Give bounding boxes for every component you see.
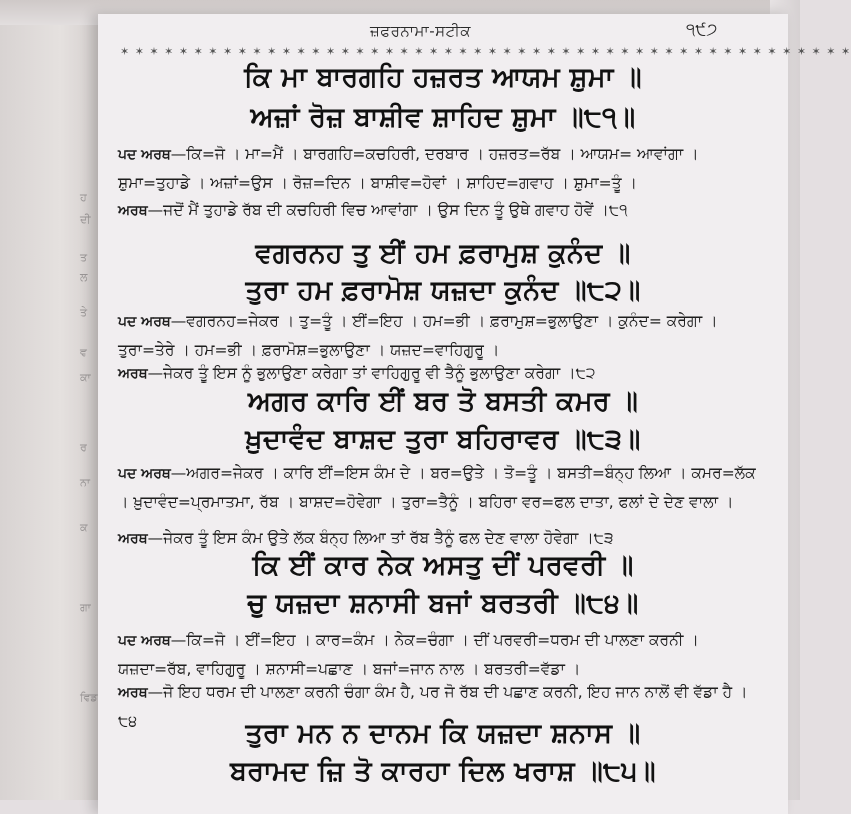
verse-line: ਕਿ ਈਂ ਕਾਰ ਨੇਕ ਅਸਤੁ ਦੀਂ ਪਰਵਰੀ ॥: [252, 550, 634, 581]
word-meaning: ਪਦ ਅਰਥ—ਅਗਰ=ਜੇਕਰ । ਕਾਰਿ ਈਂ=ਇਸ ਕੰਮ ਦੇ । ਬਰ=ਉਤੇ । ਤੋ=ਤੂੰ । ਬਸਤੀ=ਬੰਨ੍ਹ ਲਿਆ । ਕਮਰ=ਲੱਕ । ਖ਼ੁਦਾਵੰਦ=ਪ੍ਰਮਾਤਮਾ, ਰੱਬ । ਬਾਸ਼ਦ=ਹੋਵੇਗਾ । ਤੁਰਾ=ਤੈਨੂੰ । ਬਹਿਰਾ ਵਰ=ਫਲ ਦਾਤਾ, ਫਲਾਂ ਦੇ ਦੇਣ ਵਾਲਾ ।: [118, 464, 756, 511]
prev-page-fragment: ਤੇ: [80, 306, 88, 319]
arth-label: ਅਰਥ: [118, 531, 148, 547]
prev-page-fragment: ਗਾ: [80, 601, 91, 614]
prev-page-fragment: ਕ: [80, 521, 88, 534]
arth-label: ਅਰਥ: [118, 366, 148, 382]
meaning: ਅਰਥ—ਜੇਕਰ ਤੂੰ ਇਸ ਕੰਮ ਉਤੇ ਲੱਕ ਬੰਨ੍ਹ ਲਿਆ ਤਾਂ ਰੱਬ ਤੈਨੂੰ ਫਲ ਦੇਣ ਵਾਲਾ ਹੋਵੇਗਾ ।੮੩: [118, 529, 614, 547]
prev-page-fragment: ਨਾ: [80, 476, 91, 489]
prev-page-fragment: ਵ: [80, 346, 87, 359]
word-meaning: ਪਦ ਅਰਥ—ਕਿ=ਜੋ । ਈਂ=ਇਹ । ਕਾਰ=ਕੰਮ । ਨੇਕ=ਚੰਗਾ । ਦੀਂ ਪਰਵਰੀ=ਧਰਮ ਦੀ ਪਾਲਣਾ ਕਰਨੀ । ਯਜ਼ਦਾ=ਰੱਬ, ਵਾਹਿਗੁਰੂ । ਸ਼ਨਾਸੀ=ਪਛਾਣ । ਬਜਾਂ=ਜਾਨ ਨਾਲ । ਬਰਤਰੀ=ਵੱਡਾ ।: [118, 631, 699, 678]
left-page-background: [0, 0, 110, 800]
verse-line: ਤੁਰਾ ਮਨ ਨ ਦਾਨਮ ਕਿ ਯਜ਼ਦਾ ਸ਼ਨਾਸ ॥: [245, 718, 641, 749]
word-meaning-text: ਕਿ=ਜੋ । ਈਂ=ਇਹ । ਕਾਰ=ਕੰਮ । ਨੇਕ=ਚੰਗਾ । ਦੀਂ ਪਰਵਰੀ=ਧਰਮ ਦੀ ਪਾਲਣਾ ਕਰਨੀ । ਯਜ਼ਦਾ=ਰੱਬ, ਵਾਹਿਗੁਰੂ । ਸ਼ਨਾਸੀ=ਪਛਾਣ । ਬਜਾਂ=ਜਾਨ ਨਾਲ । ਬਰਤਰੀ=ਵੱਡਾ ।: [118, 631, 699, 678]
word-meaning: ਪਦ ਅਰਥ—ਕਿ=ਜੋ । ਮਾ=ਮੈਂ । ਬਾਰਗਹਿ=ਕਚਹਿਰੀ, ਦਰਬਾਰ । ਹਜ਼ਰਤ=ਰੱਬ । ਆਯਮ= ਆਵਾਂਗਾ । ਸ਼ੁਮਾ=ਤੁਹਾਡੇ । ਅਜ਼ਾਂ=ਉਸ । ਰੋਜ਼=ਦਿਨ । ਬਾਸ਼ੀਵ=ਹੋਵਾਂ । ਸ਼ਾਹਿਦ=ਗਵਾਹ । ਸ਼ੁਮਾ=ਤੂੰ ।: [118, 145, 699, 192]
meaning: ਅਰਥ—ਜਦੋਂ ਮੈਂ ਤੁਹਾਡੇ ਰੱਬ ਦੀ ਕਚਹਿਰੀ ਵਿਚ ਆਵਾਂਗਾ । ਉਸ ਦਿਨ ਤੂੰ ਉਥੇ ਗਵਾਹ ਹੋਵੇਂ ।੮੧: [118, 201, 628, 219]
meaning: ਅਰਥ—ਜੇਕਰ ਤੂੰ ਇਸ ਨੂੰ ਭੁਲਾਉਣਾ ਕਰੇਗਾ ਤਾਂ ਵਾਹਿਗੁਰੂ ਵੀ ਤੈਨੂੰ ਭੁਲਾਉਣਾ ਕਰੇਗਾ ।੮੨: [118, 364, 596, 382]
meaning-text: ਜੇਕਰ ਤੂੰ ਇਸ ਕੰਮ ਉਤੇ ਲੱਕ ਬੰਨ੍ਹ ਲਿਆ ਤਾਂ ਰੱਬ ਤੈਨੂੰ ਫਲ ਦੇਣ ਵਾਲਾ ਹੋਵੇਗਾ ।੮੩: [163, 529, 614, 547]
verse-line: ਅਜ਼ਾਂ ਰੋਜ਼ ਬਾਸ਼ੀਵ ਸ਼ਾਹਿਦ ਸ਼ੁਮਾ ॥੮੧॥: [250, 102, 636, 133]
prev-page-fragment: ਤ: [80, 251, 88, 264]
running-head: ਜ਼ਫਰਨਾਮਾ-ਸਟੀਕ: [370, 22, 471, 40]
meaning: ਅਰਥ—ਜੋ ਇਹ ਧਰਮ ਦੀ ਪਾਲਣਾ ਕਰਨੀ ਚੰਗਾ ਕੰਮ ਹੈ, ਪਰ ਜੋ ਰੱਬ ਦੀ ਪਛਾਣ ਕਰਨੀ, ਇਹ ਜਾਨ ਨਾਲੋਂ ਵੀ ਵੱਡਾ ਹੈ ।੮੪: [118, 683, 748, 730]
page-number: ੧੯੭: [686, 20, 718, 40]
arth-label: ਅਰਥ: [118, 203, 148, 219]
word-meaning: ਪਦ ਅਰਥ—ਵਗਰਨਹ=ਜੇਕਰ । ਤੁ=ਤੂੰ । ਈਂ=ਇਹ । ਹਮ=ਭੀ । ਫ਼ਰਾਮੁਸ਼=ਭੁਲਾਉਣਾ । ਕੁਨੰਦ= ਕਰੇਗਾ । ਤੁਰਾ=ਤੇਰੇ । ਹਮ=ਭੀ । ਫ਼ਰਾਮੋਸ਼=ਭੁਲਾਉਣਾ । ਯਜ਼ਦ=ਵਾਹਿਗੁਰੂ ।: [118, 312, 718, 359]
prev-page-fragment: ਕਾ: [80, 371, 91, 384]
prev-page-fragment: ਰ: [80, 441, 87, 454]
verse-line: ਤੁਰਾ ਹਮ ਫ਼ਰਾਮੋਸ਼ ਯਜ਼ਦਾ ਕੁਨੰਦ ॥੮੨॥: [245, 275, 641, 306]
decorative-border: ✶ ✶ ✶ ✶ ✶ ✶ ✶ ✶ ✶ ✶ ✶ ✶ ✶ ✶ ✶ ✶ ✶ ✶ ✶ ✶ ✶ ✶ ✶ ✶ ✶ ✶ ✶ ✶ ✶ ✶ ✶ ✶ ✶ ✶ ✶ ✶ ✶ ✶ ✶ ✶ ✶ ✶ ✶ ✶ ✶ ✶ ✶ ✶ ✶ ✶: [120, 45, 851, 58]
meaning-text: ਜੇਕਰ ਤੂੰ ਇਸ ਨੂੰ ਭੁਲਾਉਣਾ ਕਰੇਗਾ ਤਾਂ ਵਾਹਿਗੁਰੂ ਵੀ ਤੈਨੂੰ ਭੁਲਾਉਣਾ ਕਰੇਗਾ ।੮੨: [163, 364, 596, 382]
word-meaning-text: ਵਗਰਨਹ=ਜੇਕਰ । ਤੁ=ਤੂੰ । ਈਂ=ਇਹ । ਹਮ=ਭੀ । ਫ਼ਰਾਮੁਸ਼=ਭੁਲਾਉਣਾ । ਕੁਨੰਦ= ਕਰੇਗਾ । ਤੁਰਾ=ਤੇਰੇ । ਹਮ=ਭੀ । ਫ਼ਰਾਮੋਸ਼=ਭੁਲਾਉਣਾ । ਯਜ਼ਦ=ਵਾਹਿਗੁਰੂ ।: [118, 312, 718, 359]
verse-line: ਵਗਰਨਹ ਤੁ ਈਂ ਹਮ ਫ਼ਰਾਮੁਸ਼ ਕੁਨੰਦ ॥: [255, 238, 631, 269]
word-meaning-text: ਅਗਰ=ਜੇਕਰ । ਕਾਰਿ ਈਂ=ਇਸ ਕੰਮ ਦੇ । ਬਰ=ਉਤੇ । ਤੋ=ਤੂੰ । ਬਸਤੀ=ਬੰਨ੍ਹ ਲਿਆ । ਕਮਰ=ਲੱਕ । ਖ਼ੁਦਾਵੰਦ=ਪ੍ਰਮਾਤਮਾ, ਰੱਬ । ਬਾਸ਼ਦ=ਹੋਵੇਗਾ । ਤੁਰਾ=ਤੈਨੂੰ । ਬਹਿਰਾ ਵਰ=ਫਲ ਦਾਤਾ, ਫਲਾਂ ਦੇ ਦੇਣ ਵਾਲਾ ।: [118, 464, 756, 511]
prev-page-fragment: ਦੀ: [80, 213, 91, 226]
verse-line: ਕਿ ਮਾ ਬਾਰਗਹਿ ਹਜ਼ਰਤ ਆਯਮ ਸ਼ੁਮਾ ॥: [244, 62, 642, 93]
verse-line: ਚੁ ਯਜ਼ਦਾ ਸ਼ਨਾਸੀ ਬਜਾਂ ਬਰਤਰੀ ॥੮੪॥: [247, 588, 639, 619]
verse-line: ਖ਼ੁਦਾਵੰਦ ਬਾਸ਼ਦ ਤੁਰਾ ਬਹਿਰਾਵਰ ॥੮੩॥: [245, 424, 641, 455]
arth-label: ਅਰਥ: [118, 685, 148, 701]
pad-arth-label: ਪਦ ਅਰਥ: [118, 314, 171, 330]
pad-arth-label: ਪਦ ਅਰਥ: [118, 466, 171, 482]
prev-page-fragment: ਲ: [80, 271, 88, 284]
pad-arth-label: ਪਦ ਅਰਥ: [118, 147, 171, 163]
verse-line: ਅਗਰ ਕਾਰਿ ਈਂ ਬਰ ਤੋ ਬਸਤੀ ਕਮਰ ॥: [247, 386, 639, 417]
verse-line: ਬਰਾਮਦ ਜ਼ਿ ਤੋ ਕਾਰਹਾ ਦਿਲ ਖਰਾਸ਼ ॥੮੫॥: [230, 756, 656, 787]
prev-page-fragment: ਵਿਡ: [80, 691, 98, 704]
pad-arth-label: ਪਦ ਅਰਥ: [118, 633, 171, 649]
prev-page-fragment: ਹ: [80, 191, 87, 204]
meaning-text: ਜਦੋਂ ਮੈਂ ਤੁਹਾਡੇ ਰੱਬ ਦੀ ਕਚਹਿਰੀ ਵਿਚ ਆਵਾਂਗਾ । ਉਸ ਦਿਨ ਤੂੰ ਉਥੇ ਗਵਾਹ ਹੋਵੇਂ ।੮੧: [163, 201, 628, 219]
word-meaning-text: ਕਿ=ਜੋ । ਮਾ=ਮੈਂ । ਬਾਰਗਹਿ=ਕਚਹਿਰੀ, ਦਰਬਾਰ । ਹਜ਼ਰਤ=ਰੱਬ । ਆਯਮ= ਆਵਾਂਗਾ । ਸ਼ੁਮਾ=ਤੁਹਾਡੇ । ਅਜ਼ਾਂ=ਉਸ । ਰੋਜ਼=ਦਿਨ । ਬਾਸ਼ੀਵ=ਹੋਵਾਂ । ਸ਼ਾਹਿਦ=ਗਵਾਹ । ਸ਼ੁਮਾ=ਤੂੰ ।: [118, 145, 699, 192]
book-page: [98, 14, 851, 814]
meaning-text: ਜੋ ਇਹ ਧਰਮ ਦੀ ਪਾਲਣਾ ਕਰਨੀ ਚੰਗਾ ਕੰਮ ਹੈ, ਪਰ ਜੋ ਰੱਬ ਦੀ ਪਛਾਣ ਕਰਨੀ, ਇਹ ਜਾਨ ਨਾਲੋਂ ਵੀ ਵੱਡਾ ਹੈ ।੮੪: [118, 683, 748, 730]
